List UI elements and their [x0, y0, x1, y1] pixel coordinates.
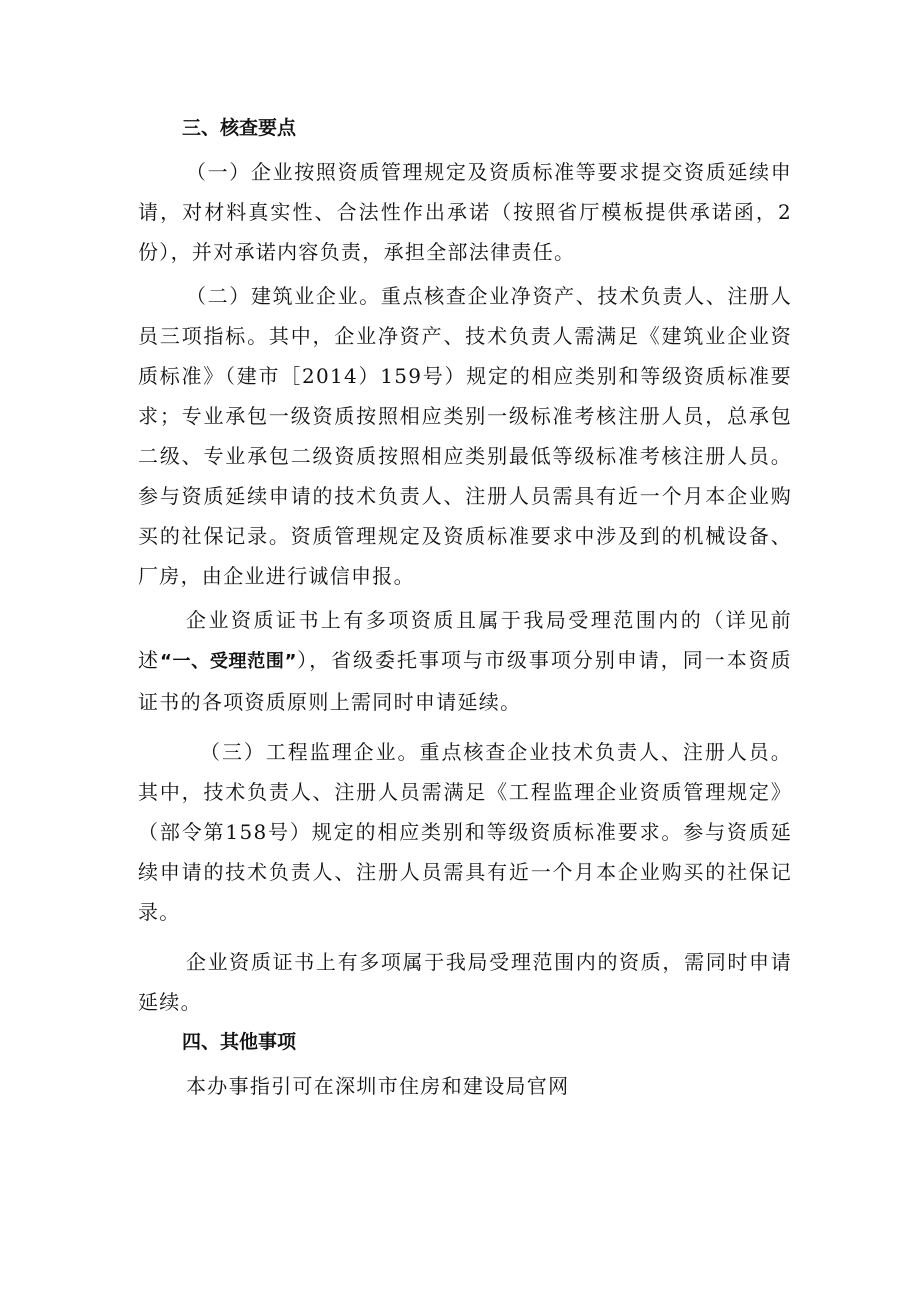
acceptance-scope-reference: “一、受理范围” [159, 651, 297, 672]
paragraph-construction-enterprise: （二）建筑业企业。重点核查企业净资产、技术负责人、注册人员三项指标。其中，企业净资产、技术负责人需满足《建筑业企业资质标准》（建市［2014）159号）规定的相应类别和等级资质标准要求；专业承包一级资质按照相应类别一级标准考核注册人员，总承包二级、专业承包二级资质按照相应类别最低等级标准考核注册人员。参与资质延续申请的技术负责人、注册人员需具有近一个月本企业购买的社保记录。资质管理规定及资质标准要求中涉及到的机械设备、厂房，由企业进行诚信申报。 [138, 284, 792, 588]
document-page [138, 108, 792, 1106]
paragraph-guide-availability: 本办事指引可在深圳市住房和建设局官网 [186, 1074, 570, 1098]
section-heading-verification-points: 三、核查要点 [182, 117, 297, 139]
section-heading-other-matters: 四、其他事项 [182, 1031, 297, 1053]
paragraph-multiple-qualifications-text-a: 企业资质证书上有多项资质且属于我局受理范围内的（详见前述 [138, 608, 792, 672]
paragraph-commitment: （一）企业按照资质管理规定及资质标准等要求提交资质延续申请，对材料真实性、合法性作出承诺（按照省厅模板提供承诺函，2份），并对承诺内容负责，承担全部法律责任。 [138, 160, 792, 264]
paragraph-multiple-qualifications [138, 600, 792, 722]
paragraph-simultaneous-renewal: 企业资质证书上有多项属于我局受理范围内的资质，需同时申请延续。 [138, 950, 792, 1014]
paragraph-supervision-enterprise: （三）工程监理企业。重点核查企业技术负责人、注册人员。其中，技术负责人、注册人员需满足《工程监理企业资质管理规定》（部令第158号）规定的相应类别和等级资质标准要求。参与资质延续申请的技术负责人、注册人员需具有近一个月本企业购买的社保记录。 [138, 740, 792, 924]
paragraph-multiple-qualifications-text-b: ），省级委托事项与市级事项分别申请，同一本资质证书的各项资质原则上需同时申请延续。 [138, 648, 792, 714]
